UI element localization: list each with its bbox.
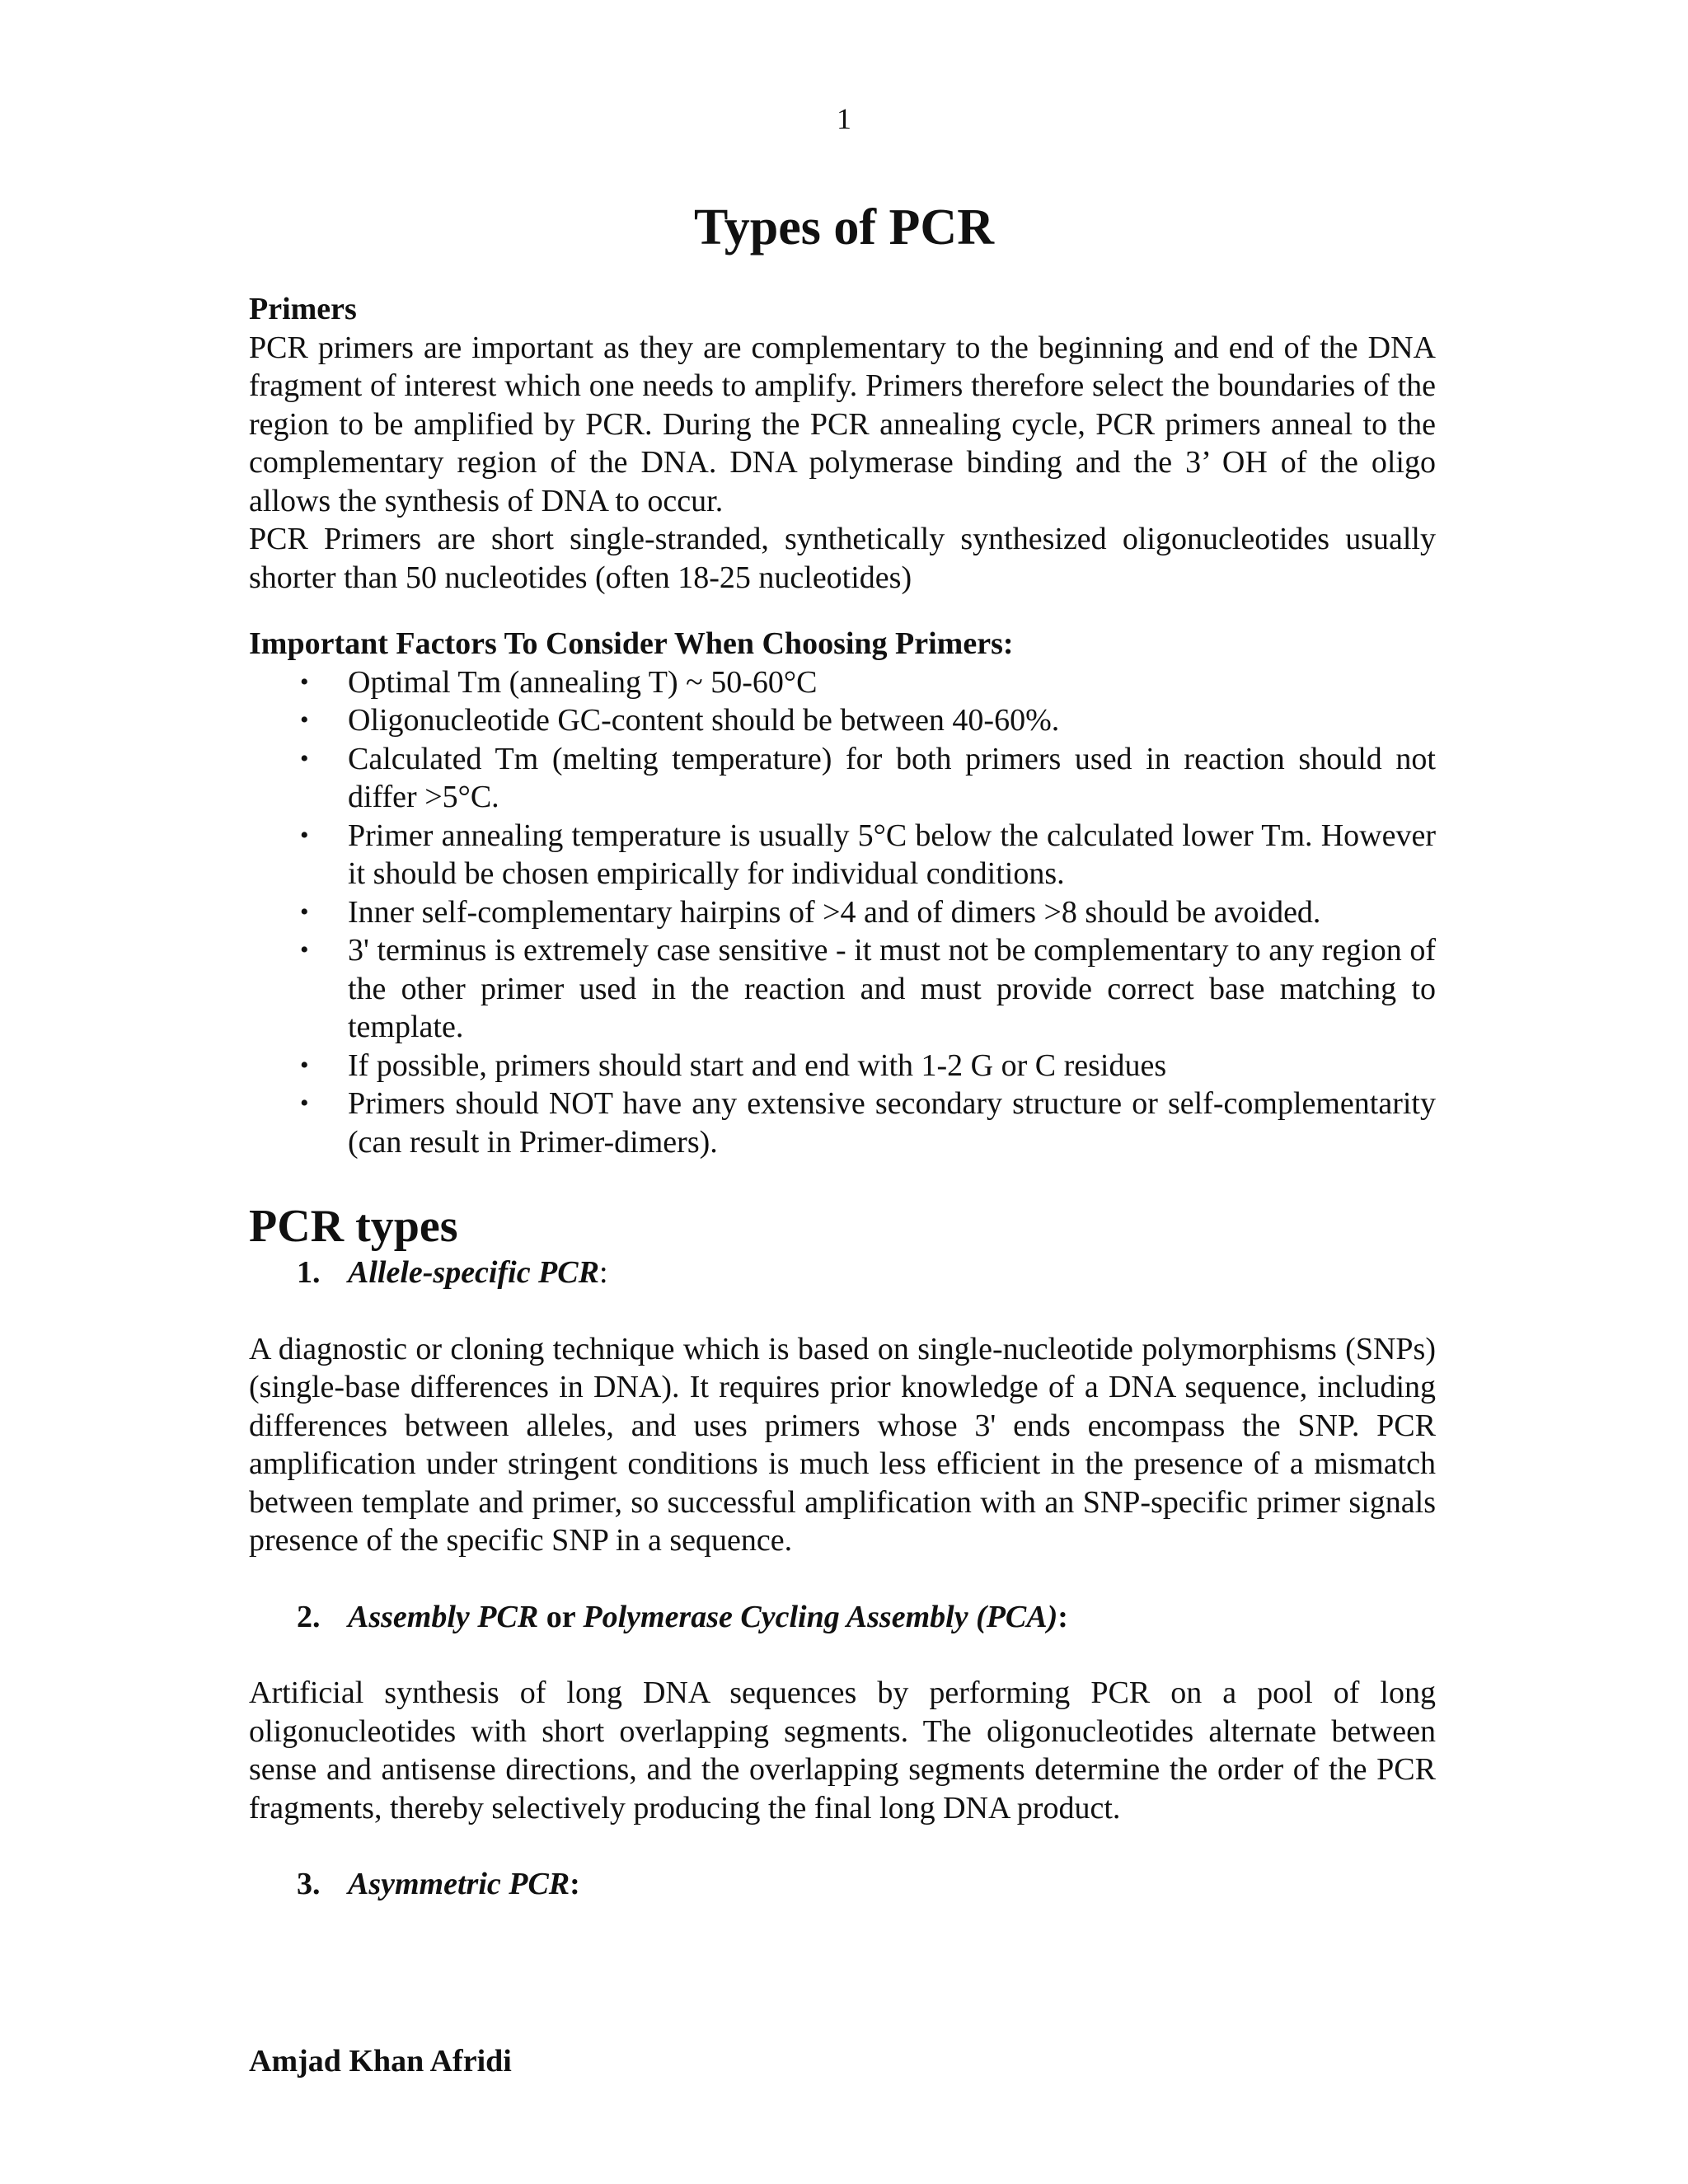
page-number: 1 xyxy=(837,102,851,135)
pcr-type-heading-1 xyxy=(249,1254,1436,1292)
pcr-type-alt-name: Polymerase Cycling Assembly (PCA) xyxy=(583,1599,1058,1634)
bullet-icon: • xyxy=(300,821,309,849)
pcr-type-suffix: : xyxy=(1057,1599,1068,1634)
list-item xyxy=(249,1085,1436,1161)
list-item xyxy=(249,1047,1436,1085)
list-item xyxy=(249,701,1436,740)
pcr-type-description-2: Artificial synthesis of long DNA sequences by performing PCR on a pool of long oligonucleotides with short overlapping segments. The oligonucleotides alternate between sense and antisense directions, and the overlapping segments determine the order of the PCR fragments, thereby selectively producing the final long DNA product. xyxy=(249,1675,1436,1825)
pcr-type-suffix: : xyxy=(570,1867,580,1901)
factors-heading: Important Factors To Consider When Choosing Primers: xyxy=(249,626,1014,661)
list-item xyxy=(249,740,1436,817)
bullet-icon: • xyxy=(300,744,309,772)
list-item xyxy=(249,931,1436,1047)
list-item xyxy=(249,893,1436,932)
list-item-text: Inner self-complementary hairpins of >4 and of dimers >8 should be avoided. xyxy=(348,894,1321,930)
list-item-text: If possible, primers should start and end with 1-2 G or C residues xyxy=(348,1047,1167,1083)
document-body xyxy=(249,290,1436,1904)
page-title: Types of PCR xyxy=(694,199,994,255)
list-item-text: Optimal Tm (annealing T) ~ 50-60°C xyxy=(348,664,818,700)
pcr-type-number: 2. xyxy=(297,1599,321,1634)
primers-paragraph-2: PCR Primers are short single-stranded, synthetically synthesized oligonucleotides usually shorter than 50 nucleotides (often 18-25 nucleotides) xyxy=(249,522,1436,595)
pcr-types-heading: PCR types xyxy=(249,1201,458,1252)
pcr-type-connector: or xyxy=(538,1599,584,1634)
bullet-icon: • xyxy=(300,706,309,733)
factors-list xyxy=(249,663,1436,1162)
bullet-icon: • xyxy=(300,1051,309,1079)
pcr-type-number: 1. xyxy=(297,1255,321,1290)
list-item-text: Primer annealing temperature is usually 5°C below the calculated lower Tm. However it should be chosen empirically for individual conditions. xyxy=(348,818,1436,891)
pcr-type-description-1: A diagnostic or cloning technique which is based on single-nucleotide polymorphisms (SNPs) (single-base differences in DNA). It requires prior knowledge of a DNA sequence, including differences between alleles, and uses primers whose 3' ends encompass the SNP. PCR amplification under stringent conditions is much less efficient in the presence of a mismatch between template and primer, so successful amplification with an SNP-specific primer signals presence of the specific SNP in a sequence. xyxy=(249,1331,1436,1558)
bullet-icon: • xyxy=(300,668,309,696)
list-item-text: 3' terminus is extremely case sensitive - it must not be complementary to any region of the other primer used in the reaction and must provide correct base matching to template. xyxy=(348,933,1436,1044)
pcr-type-name: Asymmetric PCR xyxy=(348,1867,570,1901)
primers-heading: Primers xyxy=(249,292,357,326)
primers-paragraph-1: PCR primers are important as they are complementary to the beginning and end of the DNA fragment of interest which one needs to amplify. Primers therefore select the boundaries of the region to be amplified by PCR. During the PCR annealing cycle, PCR primers anneal to the complementary region of the DNA. DNA polymerase binding and the 3’ OH of the oligo allows the synthesis of DNA to occur. xyxy=(249,330,1436,518)
list-item xyxy=(249,817,1436,893)
pcr-type-name: Allele-specific PCR xyxy=(348,1255,599,1290)
bullet-icon: • xyxy=(300,936,309,963)
bullet-icon: • xyxy=(300,898,309,926)
pcr-type-suffix: : xyxy=(598,1255,608,1290)
author-footer: Amjad Khan Afridi xyxy=(249,2044,512,2079)
list-item-text: Primers should NOT have any extensive secondary structure or self-complementarity (can result in Primer-dimers). xyxy=(348,1086,1436,1160)
list-item-text: Calculated Tm (melting temperature) for both primers used in reaction should not differ >5°C. xyxy=(348,741,1436,814)
list-item-text: Oligonucleotide GC-content should be between 40-60%. xyxy=(348,703,1060,738)
list-item xyxy=(249,663,1436,702)
pcr-type-number: 3. xyxy=(297,1867,321,1901)
pcr-type-heading-2 xyxy=(249,1598,1436,1637)
bullet-icon: • xyxy=(300,1090,309,1117)
pcr-type-name: Assembly PCR xyxy=(348,1599,539,1634)
pcr-type-heading-3 xyxy=(249,1865,1436,1904)
